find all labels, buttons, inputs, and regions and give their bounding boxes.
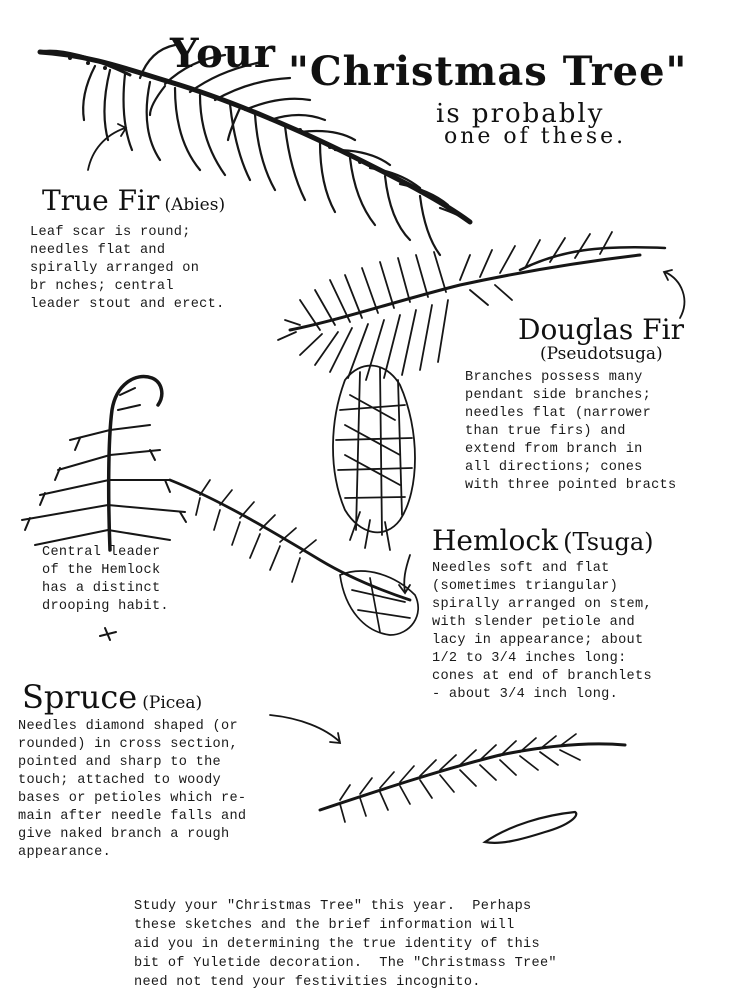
douglas-fir-cone-sketch bbox=[333, 366, 415, 550]
douglas-fir-description: Branches possess many pendant side branches; needles flat (narrower than true firs) and extend from branch in all directions; cones with three pointed bracts bbox=[465, 370, 677, 493]
spruce-description: Needles diamond shaped (or rounded) in cross section, pointed and sharp to the touch; attached to woody bases or petioles which re- main after needle falls and give naked branch a rough appearance. bbox=[18, 719, 247, 860]
hemlock-leader-note: Central leader of the Hemlock has a distinct drooping habit. bbox=[42, 545, 169, 614]
page-title: Your bbox=[170, 30, 276, 77]
arrow-icon bbox=[100, 628, 116, 640]
page-subtitle: is probably bbox=[436, 99, 605, 129]
page-subtitle-2: one of these. bbox=[444, 124, 627, 149]
spruce-heading bbox=[22, 678, 202, 716]
douglas-fir-name: Douglas Fir bbox=[518, 313, 684, 346]
spruce-name: Spruce bbox=[22, 678, 138, 716]
douglas-fir-latin: (Pseudotsuga) bbox=[540, 344, 663, 364]
douglas-fir-heading bbox=[518, 313, 684, 346]
hemlock-tree-sketch bbox=[22, 377, 186, 550]
spruce-branch-sketch bbox=[320, 734, 625, 843]
spruce-latin: (Picea) bbox=[142, 693, 203, 713]
true-fir-description: Leaf scar is round; needles flat and spirally arranged on br nches; central leader stout and erect. bbox=[30, 225, 225, 312]
hemlock-heading bbox=[432, 524, 654, 557]
true-fir-heading bbox=[42, 184, 225, 217]
hemlock-description: Needles soft and flat (sometimes triangular) spirally arranged on stem, with slender petiole and lacy in appearance; about 1/2 to 3/4 inches long: cones at end of branchlets - about 3/4 inch long. bbox=[432, 561, 652, 702]
footer-note: Study your "Christmas Tree" this year. Perhaps these sketches and the brief information will aid you in determining the true identity of this bit of Yuletide decoration. The "Christmass Tree" need not tend your festivities incognito. bbox=[134, 899, 557, 990]
true-fir-latin: (Abies) bbox=[164, 195, 226, 215]
true-fir-name: True Fir bbox=[42, 184, 160, 217]
hemlock-latin: (Tsuga) bbox=[563, 528, 654, 556]
page-title-main: "Christmas Tree" bbox=[288, 48, 688, 95]
hemlock-name: Hemlock bbox=[432, 524, 558, 557]
